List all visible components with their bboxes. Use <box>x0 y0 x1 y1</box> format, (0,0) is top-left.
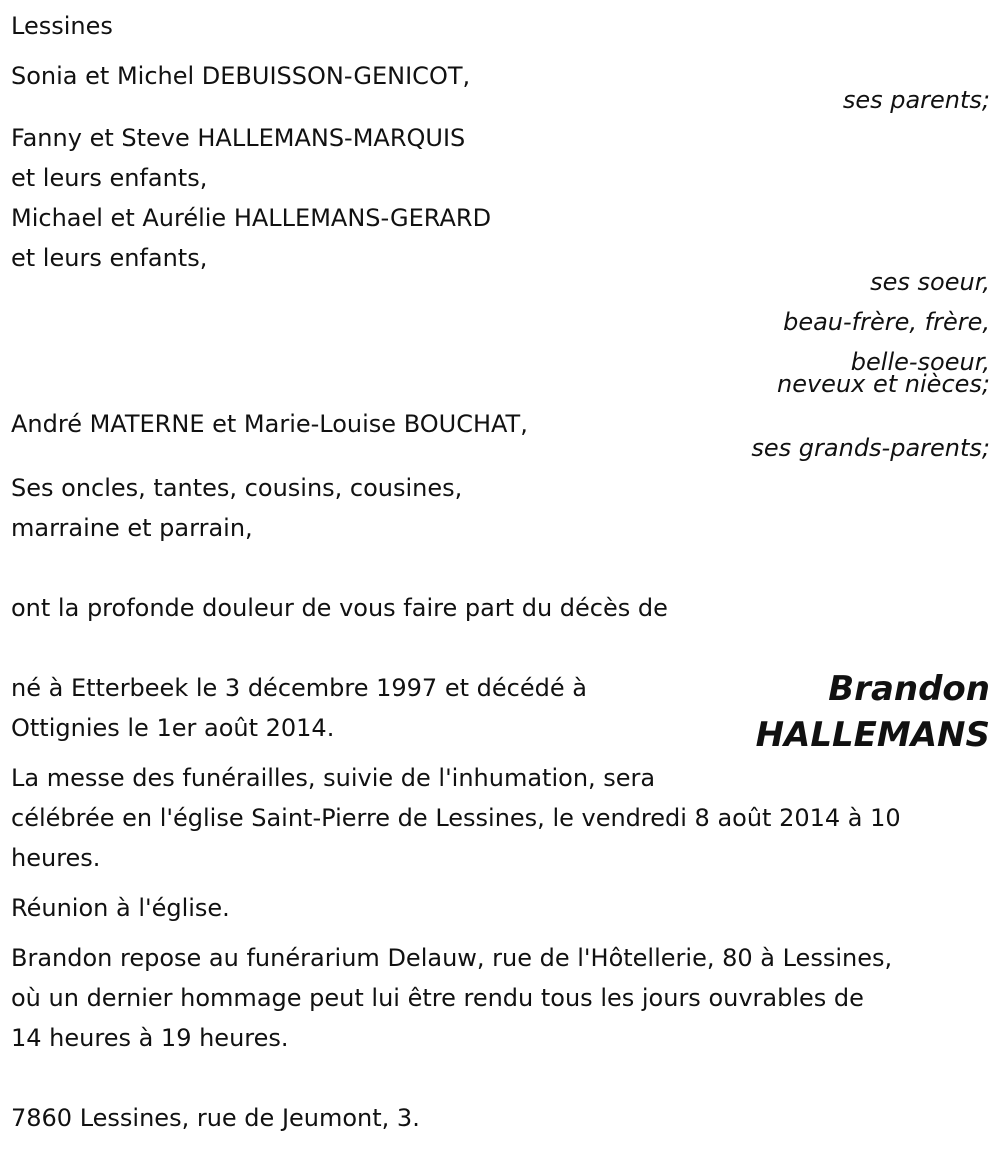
address-text: 7860 Lessines, rue de Jeumont, 3. <box>11 1104 420 1132</box>
birth-death-line-2: Ottignies le 1er août 2014. <box>11 714 335 742</box>
family-line-2: marraine et parrain, <box>11 514 253 542</box>
funeral-line-1: La messe des funérailles, suivie de l'inhumation, sera <box>11 764 656 792</box>
rest-line-1: Brandon repose au funérarium Delauw, rue de l'Hôtellerie, 80 à Lessines, <box>11 944 893 972</box>
funeral-line-2: célébrée en l'église Saint-Pierre de Lessines, le vendredi 8 août 2014 à 10 <box>11 804 901 832</box>
parents-relation: ses parents; <box>842 86 990 114</box>
sibling-line-2: et leurs enfants, <box>11 164 208 192</box>
grandparents-names: André MATERNE et Marie-Louise BOUCHAT, <box>11 410 528 438</box>
grandparents-relation: ses grands-parents; <box>751 434 990 462</box>
sibling-line-1: Fanny et Steve HALLEMANS-MARQUIS <box>11 124 466 152</box>
rest-line-3: 14 heures à 19 heures. <box>11 1024 289 1052</box>
family-line-1: Ses oncles, tantes, cousins, cousines, <box>11 474 463 502</box>
funeral-line-3: heures. <box>11 844 101 872</box>
deceased-last-name: HALLEMANS <box>755 715 990 755</box>
sibling-line-3: Michael et Aurélie HALLEMANS-GERARD <box>11 204 492 232</box>
birth-death-line-1: né à Etterbeek le 3 décembre 1997 et décédé à <box>11 674 587 702</box>
deceased-first-name: Brandon <box>828 669 990 709</box>
siblings-relation-2: beau-frère, frère, <box>783 308 990 336</box>
meeting-text: Réunion à l'église. <box>11 894 230 922</box>
rest-line-2: où un dernier hommage peut lui être rendu tous les jours ouvrables de <box>11 984 864 1012</box>
siblings-relation-1: ses soeur, <box>870 268 990 296</box>
siblings-relation-4: neveux et nièces; <box>777 370 990 398</box>
city-header: Lessines <box>11 12 113 40</box>
siblings-relation-3: belle-soeur, <box>850 348 990 376</box>
announcement-text: ont la profonde douleur de vous faire part du décès de <box>11 594 668 622</box>
sibling-line-4: et leurs enfants, <box>11 244 208 272</box>
parents-names: Sonia et Michel DEBUISSON-GENICOT, <box>11 62 471 90</box>
